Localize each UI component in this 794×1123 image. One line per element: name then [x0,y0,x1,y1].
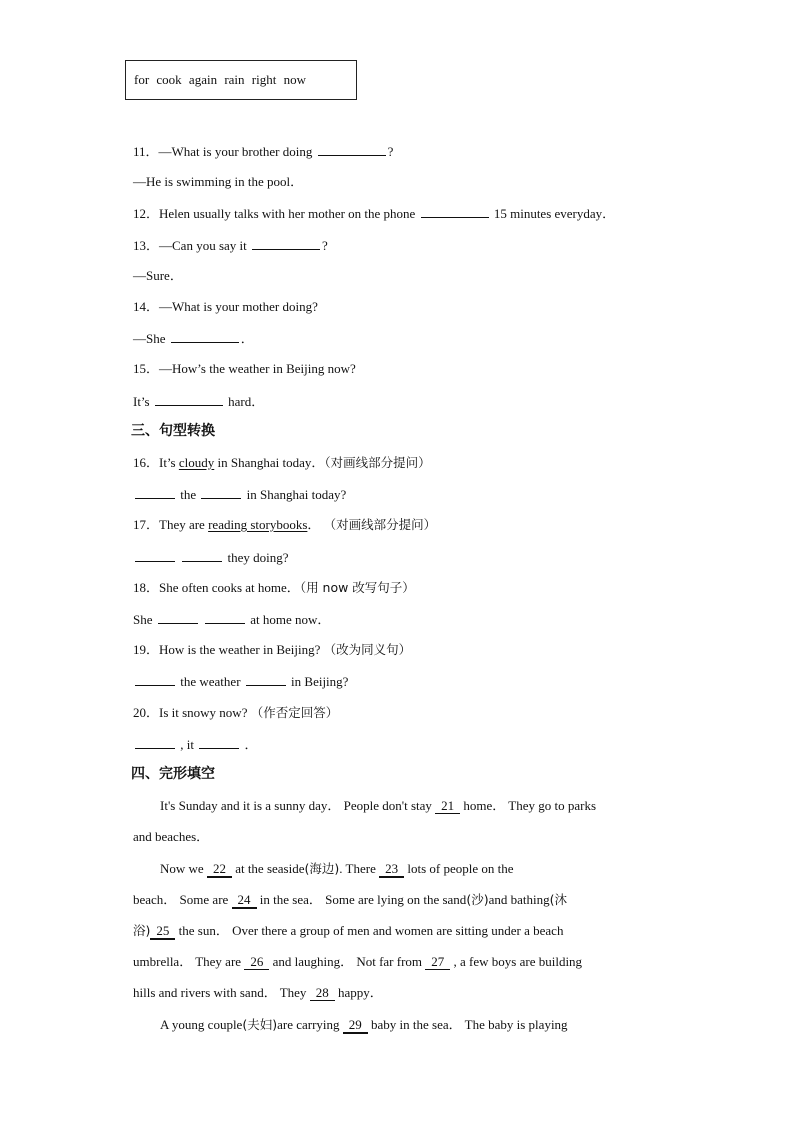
cloze-blank-26[interactable]: 26 [244,955,269,970]
cloze-blank-23[interactable]: 23 [379,862,404,878]
question-13-answer: —Sure． [133,268,183,283]
question-14: 14．—What is your mother doing? [133,299,318,314]
question-13: 13．—Can you say it ? [133,238,328,253]
underlined-phrase: reading storybooks [208,517,308,532]
question-11: 11．—What is your brother doing ? [133,144,394,159]
answer-blank[interactable] [135,486,175,499]
answer-blank[interactable] [135,549,175,562]
answer-blank[interactable] [171,330,239,343]
cloze-blank-27[interactable]: 27 [425,955,450,970]
question-11-answer: —He is swimming in the pool． [133,174,304,189]
answer-blank[interactable] [252,237,320,250]
answer-blank[interactable] [205,611,245,624]
answer-blank[interactable] [201,486,241,499]
answer-blank[interactable] [158,611,198,624]
answer-blank[interactable] [182,549,222,562]
passage-line: hills and rivers with sand． They 28 happy． [133,985,383,1000]
section-heading-4: 四、完形填空 [131,766,215,782]
word-bank-text: for cook again rain right now [134,72,306,87]
word-bank-box [125,60,357,100]
answer-blank[interactable] [318,143,386,156]
question-15-answer: It’s hard． [133,394,265,409]
question-20-answer: , it ． [133,736,258,753]
passage-line: and beaches． [133,829,210,844]
cloze-blank-25[interactable]: 25 [150,924,175,940]
passage-line: A young couple(夫妇)are carrying 29 baby in the sea． The baby is playing [160,1017,568,1032]
answer-blank[interactable] [246,673,286,686]
answer-blank[interactable] [135,673,175,686]
passage-line: beach． Some are 24 in the sea． Some are lying on the sand(沙)and bathing(沐 [133,892,567,907]
cloze-blank-22[interactable]: 22 [207,862,232,878]
cloze-blank-29[interactable]: 29 [343,1018,368,1034]
cloze-blank-28[interactable]: 28 [310,986,335,1001]
question-19-answer: the weather in Beijing? [133,673,348,690]
passage-line: umbrella． They are 26 and laughing． Not far from 27 , a few boys are building [133,954,583,969]
question-18-answer: She at home now． [133,612,331,627]
question-17: 17．They are reading storybooks． （对画线部分提问） [133,517,437,532]
cloze-blank-21[interactable]: 21 [435,799,460,814]
passage-line: Now we 22 at the seaside(海边). There 23 lots of people on the [160,861,514,876]
passage-line: 浴) 25 the sun． Over there a group of men and women are sitting under a beach [133,923,564,938]
question-20: 20．Is it snowy now? （作否定回答） [133,705,339,720]
section-heading-3: 三、句型转换 [131,423,215,439]
question-17-answer: they doing? [133,549,289,566]
answer-blank[interactable] [155,393,223,406]
passage-line: It's Sunday and it is a sunny day． People don't stay 21 home． They go to parks [160,798,597,813]
question-14-answer: —She ． [133,331,254,346]
question-18: 18．She often cooks at home．（用 now 改写句子） [133,580,415,595]
answer-blank[interactable] [421,205,489,218]
answer-blank[interactable] [135,736,175,749]
cloze-blank-24[interactable]: 24 [232,893,257,909]
underlined-word: cloudy [178,455,215,470]
question-15: 15．—How’s the weather in Beijing now? [133,361,356,376]
question-16: 16．It’s cloudy in Shanghai today．（对画线部分提问） [133,455,431,470]
question-12: 12．Helen usually talks with her mother on the phone 15 minutes everyday． [133,206,616,221]
answer-blank[interactable] [199,736,239,749]
question-16-answer: the in Shanghai today? [133,486,346,503]
question-19: 19．How is the weather in Beijing? （改为同义句） [133,642,412,657]
